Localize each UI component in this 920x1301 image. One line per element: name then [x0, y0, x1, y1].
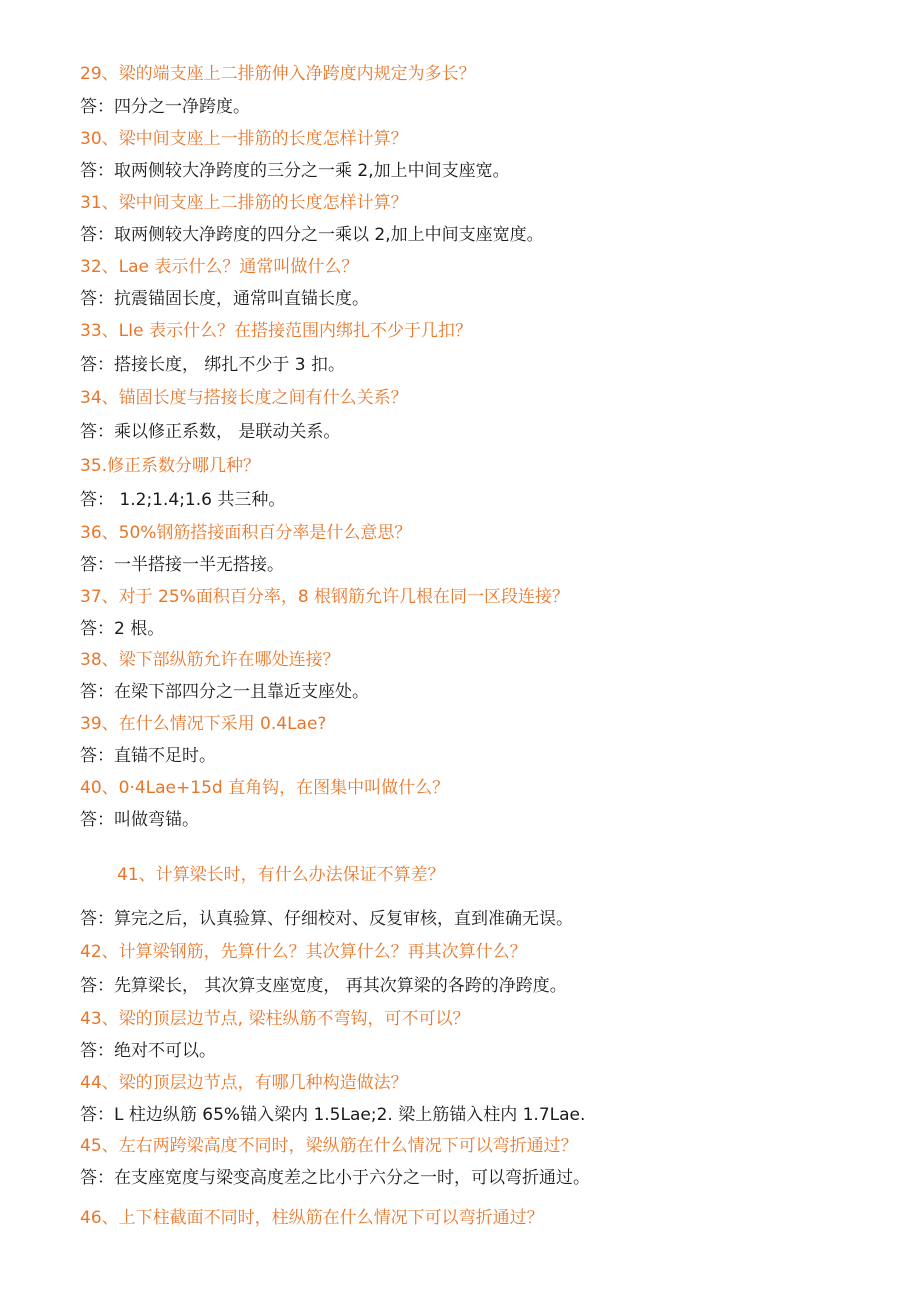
answer-45: 答：在支座宽度与梁变高度差之比小于六分之一时，可以弯折通过。 — [80, 1168, 590, 1188]
question-45: 45、左右两跨梁高度不同时，梁纵筋在什么情况下可以弯折通过？ — [80, 1136, 578, 1156]
question-42: 42、计算梁钢筋，先算什么？其次算什么？再其次算什么？ — [80, 942, 527, 962]
answer-31: 答：取两侧较大净跨度的四分之一乘以 2,加上中间支座宽度。 — [80, 225, 544, 245]
question-43: 43、梁的顶层边节点, 梁柱纵筋不弯钩，可不可以？ — [80, 1009, 470, 1029]
question-33: 33、LIe 表示什么？在搭接范围内绑扎不少于几扣？ — [80, 321, 472, 341]
answer-42: 答：先算梁长， 其次算支座宽度， 再其次算梁的各跨的净跨度。 — [80, 976, 567, 996]
answer-34: 答：乘以修正系数， 是联动关系。 — [80, 422, 341, 442]
answer-37: 答：2 根。 — [80, 619, 165, 639]
answer-40: 答：叫做弯锚。 — [80, 810, 199, 830]
question-30: 30、梁中间支座上一排筋的长度怎样计算？ — [80, 129, 408, 149]
answer-29: 答：四分之一净跨度。 — [80, 97, 250, 117]
answer-41: 答：算完之后，认真验算、仔细校对、反复审核，直到准确无误。 — [80, 909, 573, 929]
answer-36: 答：一半搭接一半无搭接。 — [80, 555, 284, 575]
question-41: 41、计算梁长时，有什么办法保证不算差？ — [117, 865, 445, 885]
question-38: 38、梁下部纵筋允许在哪处连接？ — [80, 650, 340, 670]
question-44: 44、梁的顶层边节点，有哪几种构造做法？ — [80, 1073, 408, 1093]
answer-33: 答：搭接长度， 绑扎不少于 3 扣。 — [80, 355, 346, 375]
question-29: 29、梁的端支座上二排筋伸入净跨度内规定为多长？ — [80, 64, 476, 84]
question-31: 31、梁中间支座上二排筋的长度怎样计算？ — [80, 193, 408, 213]
question-40: 40、0·4Lae+15d 直角钩，在图集中叫做什么？ — [80, 778, 450, 798]
answer-38: 答：在梁下部四分之一且靠近支座处。 — [80, 682, 369, 702]
question-39: 39、在什么情况下采用 0.4Lae? — [80, 714, 327, 734]
question-32: 32、Lae 表示什么？通常叫做什么？ — [80, 257, 359, 277]
answer-44: 答：L 柱边纵筋 65%锚入梁内 1.5Lae;2. 梁上筋锚入柱内 1.7Lae. — [80, 1105, 586, 1125]
question-46: 46、上下柱截面不同时，柱纵筋在什么情况下可以弯折通过？ — [80, 1208, 544, 1228]
question-35: 35.修正系数分哪几种？ — [80, 456, 261, 476]
answer-43: 答：绝对不可以。 — [80, 1041, 216, 1061]
answer-30: 答：取两侧较大净跨度的三分之一乘 2,加上中间支座宽。 — [80, 161, 510, 181]
question-34: 34、锚固长度与搭接长度之间有什么关系？ — [80, 388, 408, 408]
answer-32: 答：抗震锚固长度，通常叫直锚长度。 — [80, 289, 369, 309]
question-36: 36、50%钢筋搭接面积百分率是什么意思？ — [80, 523, 412, 543]
answer-39: 答：直锚不足时。 — [80, 746, 216, 766]
answer-35: 答： 1.2;1.4;1.6 共三种。 — [80, 490, 286, 510]
question-37: 37、对于 25%面积百分率，8 根钢筋允许几根在同一区段连接？ — [80, 587, 570, 607]
